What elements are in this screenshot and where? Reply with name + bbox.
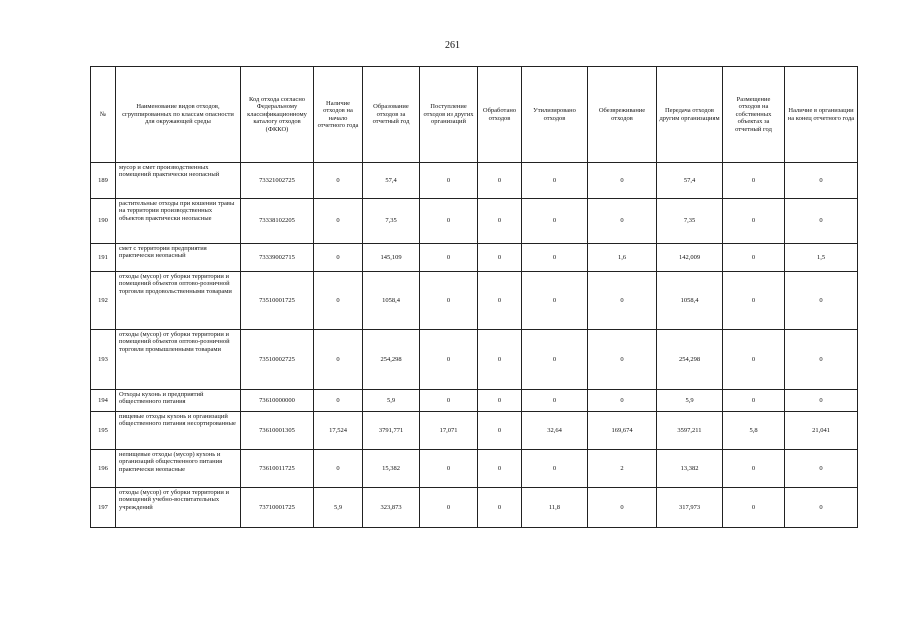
cell-name: Отходы кухонь и предприятий общественного питания bbox=[116, 390, 241, 412]
cell-placed: 0 bbox=[723, 488, 785, 528]
cell-start: 0 bbox=[314, 272, 363, 330]
cell-code: 73710001725 bbox=[241, 488, 314, 528]
cell-name: отходы (мусор) от уборки территории и помещений объектов оптово-розничной торговли промышленными товарами bbox=[116, 330, 241, 390]
cell-processed: 0 bbox=[478, 330, 522, 390]
cell-transferred: 1058,4 bbox=[657, 272, 723, 330]
col-header-formed: Образование отходов за отчетный год bbox=[363, 67, 420, 163]
cell-placed: 0 bbox=[723, 244, 785, 272]
table-header-row bbox=[91, 67, 858, 163]
table-row bbox=[91, 163, 858, 199]
cell-placed: 0 bbox=[723, 450, 785, 488]
cell-start: 0 bbox=[314, 330, 363, 390]
cell-end: 0 bbox=[785, 330, 858, 390]
cell-number: 194 bbox=[91, 390, 116, 412]
cell-code: 73510001725 bbox=[241, 272, 314, 330]
cell-received: 0 bbox=[420, 390, 478, 412]
cell-transferred: 317,973 bbox=[657, 488, 723, 528]
cell-neutralized: 0 bbox=[588, 199, 657, 244]
cell-utilized: 0 bbox=[522, 199, 588, 244]
cell-formed: 1058,4 bbox=[363, 272, 420, 330]
cell-processed: 0 bbox=[478, 244, 522, 272]
cell-transferred: 7,35 bbox=[657, 199, 723, 244]
cell-received: 0 bbox=[420, 272, 478, 330]
cell-name: отходы (мусор) от уборки территории и помещений учебно-воспитательных учреждений bbox=[116, 488, 241, 528]
cell-code: 73338102205 bbox=[241, 199, 314, 244]
cell-transferred: 5,9 bbox=[657, 390, 723, 412]
cell-utilized: 0 bbox=[522, 244, 588, 272]
table-row bbox=[91, 272, 858, 330]
cell-processed: 0 bbox=[478, 199, 522, 244]
cell-received: 0 bbox=[420, 244, 478, 272]
cell-start: 0 bbox=[314, 163, 363, 199]
cell-number: 189 bbox=[91, 163, 116, 199]
cell-utilized: 0 bbox=[522, 163, 588, 199]
cell-neutralized: 0 bbox=[588, 330, 657, 390]
table-row bbox=[91, 488, 858, 528]
cell-number: 192 bbox=[91, 272, 116, 330]
cell-formed: 145,109 bbox=[363, 244, 420, 272]
cell-end: 0 bbox=[785, 390, 858, 412]
cell-code: 73610000000 bbox=[241, 390, 314, 412]
cell-end: 0 bbox=[785, 450, 858, 488]
col-header-utilized: Утилизировано отходов bbox=[522, 67, 588, 163]
cell-received: 17,071 bbox=[420, 412, 478, 450]
cell-utilized: 11,8 bbox=[522, 488, 588, 528]
cell-processed: 0 bbox=[478, 488, 522, 528]
page-number: 261 bbox=[445, 40, 460, 51]
cell-received: 0 bbox=[420, 488, 478, 528]
cell-processed: 0 bbox=[478, 390, 522, 412]
cell-name: мусор и смет производственных помещений практически неопасный bbox=[116, 163, 241, 199]
cell-start: 0 bbox=[314, 199, 363, 244]
cell-placed: 0 bbox=[723, 390, 785, 412]
cell-neutralized: 0 bbox=[588, 390, 657, 412]
cell-formed: 323,873 bbox=[363, 488, 420, 528]
table-row bbox=[91, 330, 858, 390]
cell-transferred: 57,4 bbox=[657, 163, 723, 199]
cell-neutralized: 169,674 bbox=[588, 412, 657, 450]
col-header-transferred: Передача отходов другим организациям bbox=[657, 67, 723, 163]
cell-transferred: 13,382 bbox=[657, 450, 723, 488]
col-header-number: № bbox=[91, 67, 116, 163]
cell-neutralized: 0 bbox=[588, 488, 657, 528]
cell-placed: 0 bbox=[723, 330, 785, 390]
cell-name: пищевые отходы кухонь и организаций общественного питания несортированные bbox=[116, 412, 241, 450]
cell-code: 73510002725 bbox=[241, 330, 314, 390]
cell-placed: 0 bbox=[723, 163, 785, 199]
cell-placed: 5,8 bbox=[723, 412, 785, 450]
col-header-code: Код отхода согласно Федеральному классификационному каталогу отходов (ФККО) bbox=[241, 67, 314, 163]
cell-code: 73610001305 bbox=[241, 412, 314, 450]
cell-end: 21,041 bbox=[785, 412, 858, 450]
cell-formed: 5,9 bbox=[363, 390, 420, 412]
cell-processed: 0 bbox=[478, 272, 522, 330]
cell-number: 196 bbox=[91, 450, 116, 488]
cell-start: 17,524 bbox=[314, 412, 363, 450]
col-header-start: Наличие отходов на начало отчетного года bbox=[314, 67, 363, 163]
cell-code: 73321002725 bbox=[241, 163, 314, 199]
cell-transferred: 3597,211 bbox=[657, 412, 723, 450]
cell-formed: 15,382 bbox=[363, 450, 420, 488]
cell-utilized: 0 bbox=[522, 272, 588, 330]
cell-utilized: 32,64 bbox=[522, 412, 588, 450]
table-row bbox=[91, 199, 858, 244]
cell-received: 0 bbox=[420, 330, 478, 390]
cell-formed: 57,4 bbox=[363, 163, 420, 199]
col-header-name: Наименование видов отходов, сгруппированных по классам опасности для окружающей среды bbox=[116, 67, 241, 163]
cell-end: 0 bbox=[785, 199, 858, 244]
cell-name: непищевые отходы (мусор) кухонь и организаций общественного питания практически неопасные bbox=[116, 450, 241, 488]
cell-processed: 0 bbox=[478, 450, 522, 488]
cell-name: растительные отходы при кошении травы на территории производственных объектов практически неопасные bbox=[116, 199, 241, 244]
cell-end: 0 bbox=[785, 272, 858, 330]
table-row bbox=[91, 412, 858, 450]
cell-neutralized: 2 bbox=[588, 450, 657, 488]
cell-transferred: 254,298 bbox=[657, 330, 723, 390]
cell-end: 1,5 bbox=[785, 244, 858, 272]
col-header-end: Наличие в организации на конец отчетного года bbox=[785, 67, 858, 163]
table-row bbox=[91, 244, 858, 272]
col-header-placed: Размещение отходов на собственных объектах за отчетный год bbox=[723, 67, 785, 163]
cell-start: 5,9 bbox=[314, 488, 363, 528]
cell-utilized: 0 bbox=[522, 450, 588, 488]
cell-number: 195 bbox=[91, 412, 116, 450]
table-row bbox=[91, 390, 858, 412]
table-row bbox=[91, 450, 858, 488]
cell-formed: 7,35 bbox=[363, 199, 420, 244]
cell-formed: 254,298 bbox=[363, 330, 420, 390]
cell-name: отходы (мусор) от уборки территории и помещений объектов оптово-розничной торговли продовольственными товарами bbox=[116, 272, 241, 330]
cell-processed: 0 bbox=[478, 412, 522, 450]
cell-formed: 3791,771 bbox=[363, 412, 420, 450]
cell-number: 193 bbox=[91, 330, 116, 390]
cell-neutralized: 1,6 bbox=[588, 244, 657, 272]
cell-utilized: 0 bbox=[522, 390, 588, 412]
cell-start: 0 bbox=[314, 390, 363, 412]
cell-start: 0 bbox=[314, 244, 363, 272]
cell-transferred: 142,009 bbox=[657, 244, 723, 272]
cell-placed: 0 bbox=[723, 272, 785, 330]
waste-table bbox=[90, 66, 858, 528]
cell-name: смет с территории предприятия практически неопасный bbox=[116, 244, 241, 272]
cell-end: 0 bbox=[785, 488, 858, 528]
cell-neutralized: 0 bbox=[588, 272, 657, 330]
cell-received: 0 bbox=[420, 163, 478, 199]
cell-placed: 0 bbox=[723, 199, 785, 244]
col-header-processed: Обработано отходов bbox=[478, 67, 522, 163]
cell-number: 191 bbox=[91, 244, 116, 272]
cell-start: 0 bbox=[314, 450, 363, 488]
cell-neutralized: 0 bbox=[588, 163, 657, 199]
cell-code: 73339002715 bbox=[241, 244, 314, 272]
col-header-neutralized: Обезвреживание отходов bbox=[588, 67, 657, 163]
cell-received: 0 bbox=[420, 450, 478, 488]
cell-number: 190 bbox=[91, 199, 116, 244]
cell-number: 197 bbox=[91, 488, 116, 528]
cell-utilized: 0 bbox=[522, 330, 588, 390]
cell-code: 73610011725 bbox=[241, 450, 314, 488]
cell-received: 0 bbox=[420, 199, 478, 244]
cell-end: 0 bbox=[785, 163, 858, 199]
col-header-received: Поступление отходов из других организаций bbox=[420, 67, 478, 163]
cell-processed: 0 bbox=[478, 163, 522, 199]
